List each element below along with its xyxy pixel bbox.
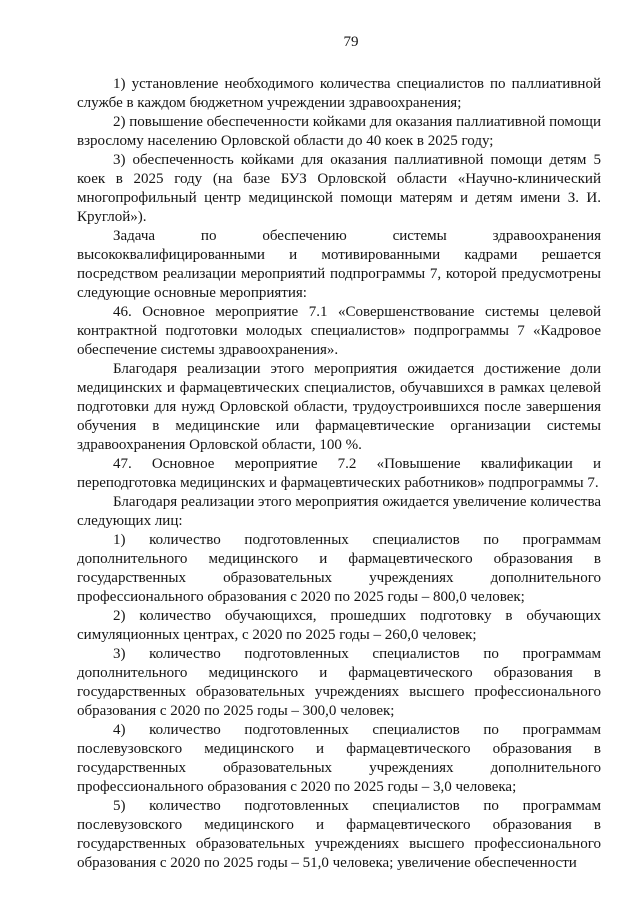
paragraph: 1) количество подготовленных специалистов по программам дополнительного медицинского и фармацевтического образования в государственных образовательных учреждениях дополнительного профессионального образования с 2020 по 2025 годы – 800,0 человек; [77, 532, 601, 605]
paragraph: Благодаря реализации этого мероприятия ожидается увеличение количества следующих лиц: [77, 494, 601, 529]
paragraph: 2) количество обучающихся, прошедших подготовку в обучающих симуляционных центрах, с 2020 по 2025 годы – 260,0 человек; [77, 608, 601, 643]
paragraph: 1) установление необходимого количества специалистов по паллиативной службе в каждом бюджетном учреждении здравоохранения; [77, 76, 601, 111]
paragraph: 3) количество подготовленных специалистов по программам дополнительного медицинского и фармацевтического образования в государственных образовательных учреждениях высшего профессионального образования с 2020 по 2025 годы – 300,0 человек; [77, 646, 601, 719]
paragraph: 46. Основное мероприятие 7.1 «Совершенствование системы целевой контрактной подготовки молодых специалистов» подпрограммы 7 «Кадровое обеспечение системы здравоохранения». [77, 304, 601, 358]
paragraph: Задача по обеспечению системы здравоохранения высококвалифицированными и мотивированными кадрами решается посредством реализации мероприятий подпрограммы 7, которой предусмотрены следующие основные мероприятия: [77, 228, 601, 301]
paragraph: 3) обеспеченность койками для оказания паллиативной помощи детям 5 коек в 2025 году (на базе БУЗ Орловской области «Научно-клинический многопрофильный центр медицинской помощи матерям и детям имени З. И. Круглой»). [77, 152, 601, 225]
page-number: 79 [343, 34, 359, 50]
paragraph: 2) повышение обеспеченности койками для оказания паллиативной помощи взрослому населению Орловской области до 40 коек в 2025 году; [77, 114, 602, 149]
paragraph: 5) количество подготовленных специалистов по программам послевузовского медицинского и фармацевтического образования в государственных образовательных учреждениях высшего профессионального образования с 2020 по 2025 годы – 51,0 человека; увеличение обеспеченности [77, 798, 601, 871]
paragraph: 47. Основное мероприятие 7.2 «Повышение квалификации и переподготовка медицинских и фармацевтических работников» подпрограммы 7. [77, 456, 601, 491]
paragraph: Благодаря реализации этого мероприятия ожидается достижение доли медицинских и фармацевтических специалистов, обучавшихся в рамках целевой подготовки для нужд Орловской области, трудоустроившихся после завершения обучения в медицинские или фармацевтические организации системы здравоохранения Орловской области, 100 %. [77, 361, 601, 453]
paragraph: 4) количество подготовленных специалистов по программам послевузовского медицинского и фармацевтического образования в государственных образовательных учреждениях дополнительного профессионального образования с 2020 по 2025 годы – 3,0 человека; [77, 722, 601, 795]
